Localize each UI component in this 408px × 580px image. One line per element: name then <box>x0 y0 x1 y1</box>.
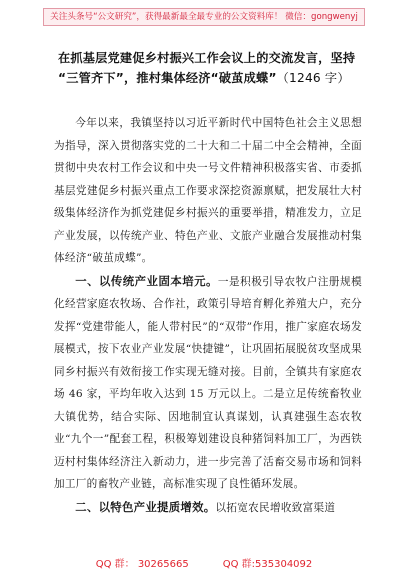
title-line-1: 在抓基层党建促乡村振兴工作会议上的交流发言，坚持 <box>58 51 356 65</box>
intro-paragraph: 今年以来，我镇坚持以习近平新时代中国特色社会主义思想为指导，深入贯彻落实党的二十大和二十届二中全会精神，全面贯彻中央农村工作会议和中央一号文件精神积极落实省、市委抓基层党建促乡村振兴重点工作要求深挖资源禀赋，把发展壮大村级集体经济作为抓党建促乡村振兴的重要举措，精准发力，立足产业发展，以传统产业、特色产业、文旅产业融合发展推动村集体经济“破茧成蝶”。 <box>54 117 362 264</box>
title-line-2 <box>58 68 358 88</box>
section-1-heading: 一、以传统产业固本培元。 <box>75 273 218 288</box>
document-title <box>58 48 358 88</box>
qq-group-1: QQ 群： 30265665 <box>95 559 189 570</box>
document-body <box>54 112 362 519</box>
header-banner <box>0 0 408 34</box>
section-1-paragraph <box>54 270 362 496</box>
qq-group-2: QQ 群:535304092 <box>222 559 313 570</box>
word-count: （1246 字） <box>276 71 350 85</box>
title-line-2-text: “三管齐下”，推村集体经济“破茧成蝶” <box>58 71 277 85</box>
section-2-text: 以拓宽农民增收致富渠道 <box>215 501 336 514</box>
section-1-text: 一是积极引导农牧户注册规模化经营家庭农牧场、合作社，政策引导培育孵化养殖大户，充分发挥“党建带能人，能人带村民”的“双带”作用，推广家庭农场发展模式，按下农业产业发展“快捷键”，让巩固拓展脱贫攻坚成果同乡村振兴有效衔接工作实现无缝对接。目前，全镇共有家庭农场 46 家，平均年收入达到 15 万元以上。二是立足传统畜牧业大镇优势，结合实际、因地制宜认真谋划，认真建强生态农牧业“九个一”配套工程，积极筹划建设良种猪饲料加工厂，为西铁迈村村集体经济注入新动力，进一步完善了活畜交易市场和饲料加工厂的畜牧产业链，高标准实现了良性循环发展。 <box>54 275 362 490</box>
banner-notice: 关注头条号“公文研究”，获得最新最全最专业的公文资料库！ 微信：gongwenyj <box>43 8 365 26</box>
section-2-paragraph <box>54 496 362 520</box>
footer-contacts <box>0 556 408 574</box>
section-2-heading: 二、以特色产业提质增效。 <box>75 499 216 514</box>
